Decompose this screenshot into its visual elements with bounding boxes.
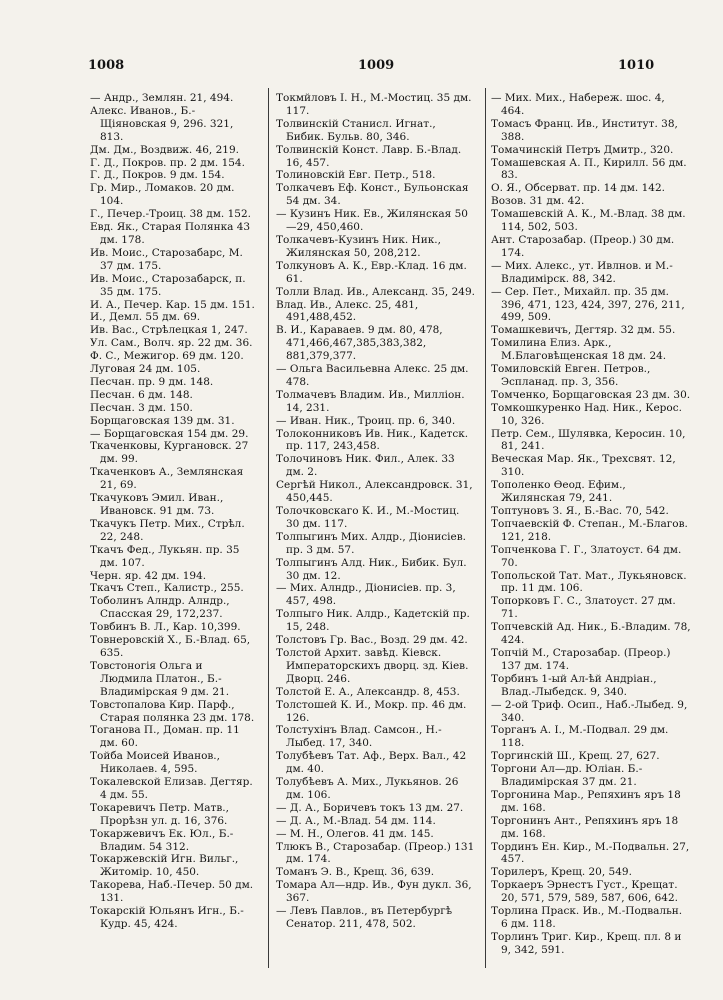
directory-entry: И. А., Печер. Кар. 15 дм. 151. [90,298,255,311]
directory-entry: Торкаеръ Эрнестъ Густ., Крещат. 20, 571, 579, 589, 587, 606, 642. [491,879,678,905]
directory-entry: В. И., Караваев. 9 дм. 80, 478, 471,466,467,385,383,382, 881,379,377. [276,324,443,363]
directory-entry: Толвинскій Конст. Лавр. Б.-Влад. 16, 457. [276,143,462,169]
directory-entry: Толмачевъ Владим. Ив., Милліон. 14, 231. [276,388,465,414]
page-number-middle: 1009 [358,58,395,73]
directory-entry: — Борщаговская 154 дм. 29. [90,427,249,440]
directory-entry: Петр. Сем., Шулявка, Керосин. 10, 81, 241. [491,427,686,453]
directory-entry: Толубѣевъ А. Мих., Лукьянов. 26 дм. 106. [276,776,459,801]
directory-entry: Г. Д., Покров. пр. 2 дм. 154. [90,156,245,169]
directory-entry: Луговая 24 дм. 105. [90,363,201,376]
directory-entry: Торганъ А. I., М.-Подвал. 29 дм. 118. [491,724,669,750]
page-number-left: 1008 [88,58,125,73]
directory-entry: Токаревичъ Петр. Матв., Прорѣзн ул. д. 16, 376. [90,801,229,827]
directory-entry: Топчаевскій Ф. Степан., М.-Благов. 121, 218. [491,517,688,543]
directory-entry: Сергѣй Никол., Александровск. 31, 450,445. [276,479,473,505]
directory-entry: — Иван. Ник., Троиц. пр. 6, 340. [276,414,456,427]
directory-entry: Торгинскій Ш., Крещ. 27, 627. [491,750,660,763]
directory-entry: — Д. А., М.-Влад. 54 дм. 114. [276,814,436,827]
directory-entry: Топольской Тат. Мат., Лукьяновск. пр. 11 дм. 106. [491,569,687,595]
directory-entry: Толочковскаго К. И., М.-Мостиц. 30 дм. 117. [276,505,460,530]
column-divider [268,88,269,968]
directory-entry: Товнеровскій X., Б.-Влад. 65, 635. [90,634,251,659]
directory-entry: Возов. 31 дм. 42. [491,195,585,208]
directory-entry: Песчан. 6 дм. 148. [90,388,193,401]
directory-entry: Томашкевичъ, Дегтяр. 32 дм. 55. [491,324,676,337]
directory-entry: — Левъ Павлов., въ Петербургѣ Сенатор. 211, 478, 502. [276,905,453,930]
directory-entry: Ант. Старозабар. (Преор.) 30 дм. 174. [491,233,675,259]
directory-entry: — М. Н., Олегов. 41 дм. 145. [276,827,434,840]
directory-entry: Томиловскій Евген. Петров., Эспланад. пр. 3, 356. [491,363,651,388]
directory-entry: Евд. Як., Старая Полянка 43 дм. 178. [90,221,251,246]
directory-entry: Токарскій Юльянъ Игн., Б.-Кудр. 45, 424. [90,905,244,930]
column-2 [276,92,476,931]
directory-entry: Песчан. пр. 9 дм. 148. [90,375,214,388]
directory-entry: Томачинскій Петръ Дмитр., 320. [491,143,674,156]
directory-entry: Топорковъ Г. С., Златоуст. 27 дм. 71. [491,595,676,621]
directory-entry: Тоболинъ Алндр. Алндр., Спасская 29, 172,237. [90,595,230,621]
directory-entry: Борщаговская 139 дм. 31. [90,414,235,427]
column-1 [90,92,258,931]
directory-entry: — Кузинъ Ник. Ев., Жилянская 50—29, 450,460. [276,208,468,234]
directory-entry: Ткачъ Степ., Калистр., 255. [90,582,244,595]
directory-entry: Томилина Елиз. Арк., М.Благовѣщенская 18 дм. 24. [491,337,667,363]
directory-entry: Топченкова Г. Г., Златоуст. 64 дм. 70. [491,543,682,569]
directory-entry: Толоконниковъ Ив. Ник., Кадетск. пр. 117, 243,458. [276,427,469,453]
directory-entry: И., Демл. 55 дм. 69. [90,311,201,324]
directory-entry: Тоганова П., Доман. пр. 11 дм. 60. [90,724,240,750]
directory-entry: Толстой Архит. завѣд. Кіевск. Императорскихъ дворц. зд. Кіев. Дворц. 246. [276,646,469,685]
directory-entry: Г. Д., Покров. 9 дм. 154. [90,169,225,182]
directory-entry: Ткаченковы, Кургановск. 27 дм. 99. [90,440,249,466]
directory-entry: Товстопалова Кир. Парф., Старая полянка 23 дм. 178. [90,698,255,724]
directory-entry: Ив. Вас., Стрѣлецкая 1, 247. [90,324,248,337]
directory-entry: Томашевская А. П., Кирилл. 56 дм. 83. [491,156,687,182]
directory-entry: Томара Ал—ндр. Ив., Фун дукл. 36, 367. [276,879,472,905]
directory-entry: — Мих. Алндр., Діонисіев. пр. 3, 457, 498. [276,582,456,608]
directory-entry: Томасъ Франц. Ив., Институт. 38, 388. [491,117,678,143]
directory-entry: Толли Влад. Ив., Александ. 35, 249. [276,285,475,298]
directory-entry: Томашевскій А. К., М.-Влад. 38 дм. 114, 502, 503. [491,208,686,234]
directory-entry: Токалевской Елизав. Дегтяр. 4 дм. 55. [90,776,253,801]
directory-entry: Г., Печер.-Троиц. 38 дм. 152. [90,208,251,221]
directory-entry: Торлина Праск. Ив., М.-Подвальн. 6 дм. 118. [491,905,683,930]
directory-entry: — Ольга Васильевна Алекс. 25 дм. 478. [276,363,469,388]
directory-entry: — Д. А., Боричевъ токъ 13 дм. 27. [276,801,464,814]
directory-entry: Толочиновъ Ник. Фил., Алек. 33 дм. 2. [276,453,455,479]
directory-entry: Дм. Дм., Воздвиж. 46, 219. [90,143,239,156]
directory-entry: Ткачукъ Петр. Мих., Стрѣл. 22, 248. [90,517,245,543]
directory-entry: Ф. С., Межигор. 69 дм. 120. [90,350,244,363]
directory-entry: Толстухінъ Влад. Самсон., Н.-Лыбед. 17, 340. [276,724,442,750]
directory-entry: Тополенко Ѳеод. Ефим., Жилянская 79, 241. [491,479,626,505]
directory-entry: — Мих. Алекс., ут. Ивлнов. и М.-Владимірск. 88, 342. [491,259,673,285]
directory-entry: Томкошкуренко Над. Ник., Керос. 10, 326. [491,401,682,427]
directory-entry: О. Я., Обсерват. пр. 14 дм. 142. [491,182,665,195]
directory-entry: Черн. яр. 42 дм. 194. [90,569,207,582]
directory-entry: Толкуновъ А. К., Евр.-Клад. 16 дм. 61. [276,259,467,285]
directory-entry: Ткачуковъ Эмил. Иван., Ивановск. 91 дм. 73. [90,492,224,517]
directory-entry: Ткаченковъ А., Землянская 21, 69. [90,466,244,492]
directory-entry: Ив. Моис., Старозабарск, п. 35 дм. 175. [90,272,246,298]
column-divider [485,88,486,968]
directory-entry: Топчій М., Старозабар. (Преор.) 137 дм. 174. [491,646,671,672]
directory-entry: Торгони Ал—др. Юліан. Б.-Владимірская 37 дм. 21. [491,763,643,789]
directory-entry: Торбинъ 1-ый Ал-ѣй Андріан., Влад.-Лыбедск. 9, 340. [491,672,657,698]
directory-entry: Толстой Е. А., Александр. 8, 453. [276,685,460,698]
directory-entry: Ив. Моис., Старозабарс, М. 37 дм. 175. [90,246,243,272]
directory-entry: — Мих. Мих., Набереж. шос. 4, 464. [491,92,665,117]
directory-entry: Гр. Мир., Ломаков. 20 дм. 104. [90,182,235,208]
directory-entry: Тлюкъ В., Старозабар. (Преор.) 131 дм. 174. [276,840,475,866]
directory-entry: Томченко, Борщаговская 23 дм. 30. [491,388,691,401]
directory-entry: Тойба Моисей Иванов., Николаев. 4, 595. [90,750,220,776]
directory-entry: Толкачевъ Еф. Конст., Бульонская 54 дм. 34. [276,182,469,208]
directory-entry: Алекс. Иванов., Б.-Щіяновская 9, 296. 321, 813. [90,104,234,143]
directory-entry: Ул. Сам., Волч. яр. 22 дм. 36. [90,337,253,350]
page-number-right: 1010 [618,58,655,73]
directory-entry: Ткачъ Фед., Лукьян. пр. 35 дм. 107. [90,543,240,569]
directory-entry: Топчевскій Ад. Ник., Б.-Владим. 78, 424. [491,621,691,647]
directory-entry: Товбинъ В. Л., Кар. 10,399. [90,621,241,634]
directory-entry: Токаржевскій Игн. Вильг., Житомір. 10, 450. [90,853,239,879]
column-3 [491,92,691,957]
directory-entry: Толиновскій Евг. Петр., 518. [276,169,436,182]
directory-entry: Песчан. 3 дм. 150. [90,401,193,414]
directory-entry: Токмйловъ I. Н., М.-Мостиц. 35 дм. 117. [276,92,472,117]
directory-entry: Толстовъ Гр. Вас., Возд. 29 дм. 42. [276,634,468,647]
directory-entry: Торгонинъ Ант., Репяхинъ яръ 18 дм. 168. [491,814,679,840]
directory-entry: Толпыго Ник. Алдр., Кадетскій пр. 15, 248. [276,608,470,634]
directory-entry: Торлинъ Триг. Кир., Крещ. пл. 8 и 9, 342, 591. [491,930,682,956]
directory-entry: Товстоногія Ольга и Людмила Платон., Б.-Владимірская 9 дм. 21. [90,659,230,698]
directory-entry: Тординъ Ен. Кир., М.-Подвальн. 27, 457. [491,840,690,866]
directory-entry: Веческая Мар. Як., Трехсвят. 12, 310. [491,453,676,479]
directory-entry: Толпыгинъ Мих. Алдр., Діонисіев. пр. 3 дм. 57. [276,530,466,556]
directory-entry: Толстошей К. И., Мокр. пр. 46 дм. 126. [276,698,467,724]
directory-entry: Влад. Ив., Алекс. 25, 481, 491,488,452. [276,298,419,324]
directory-entry: — Андр., Землян. 21, 494. [90,92,234,104]
directory-entry: Топтуновъ З. Я., Б.-Вас. 70, 542. [491,505,669,517]
directory-entry: Токаржевичъ Ек. Юл., Б.-Владим. 54 312. [90,827,234,853]
directory-entry: Торилеръ, Крещ. 20, 549. [491,866,632,879]
directory-entry: — 2-ой Триф. Осип., Наб.-Лыбед. 9, 340. [491,698,688,724]
directory-entry: Такорева, Наб.-Печер. 50 дм. 131. [90,879,254,905]
directory-entry: Толпыгинъ Алд. Ник., Бибик. Бул. 30 дм. 12. [276,556,467,582]
directory-entry: Толвинскій Станисл. Игнат., Бибик. Бульв. 80, 346. [276,117,436,143]
directory-entry: — Сер. Пет., Михайл. пр. 35 дм. 396, 471, 123, 424, 397, 276, 211, 499, 509. [491,285,685,324]
page-header [0,58,723,78]
directory-entry: Томанъ Э. В., Крещ. 36, 639. [276,866,435,879]
directory-entry: Торгонина Мар., Репяхинъ яръ 18 дм. 168. [491,788,681,814]
directory-entry: Толкачевъ-Кузинъ Ник. Ник., Жилянская 50, 208,212. [276,233,441,259]
directory-entry: Толубѣевъ Тат. Аф., Верх. Вал., 42 дм. 40. [276,750,467,776]
